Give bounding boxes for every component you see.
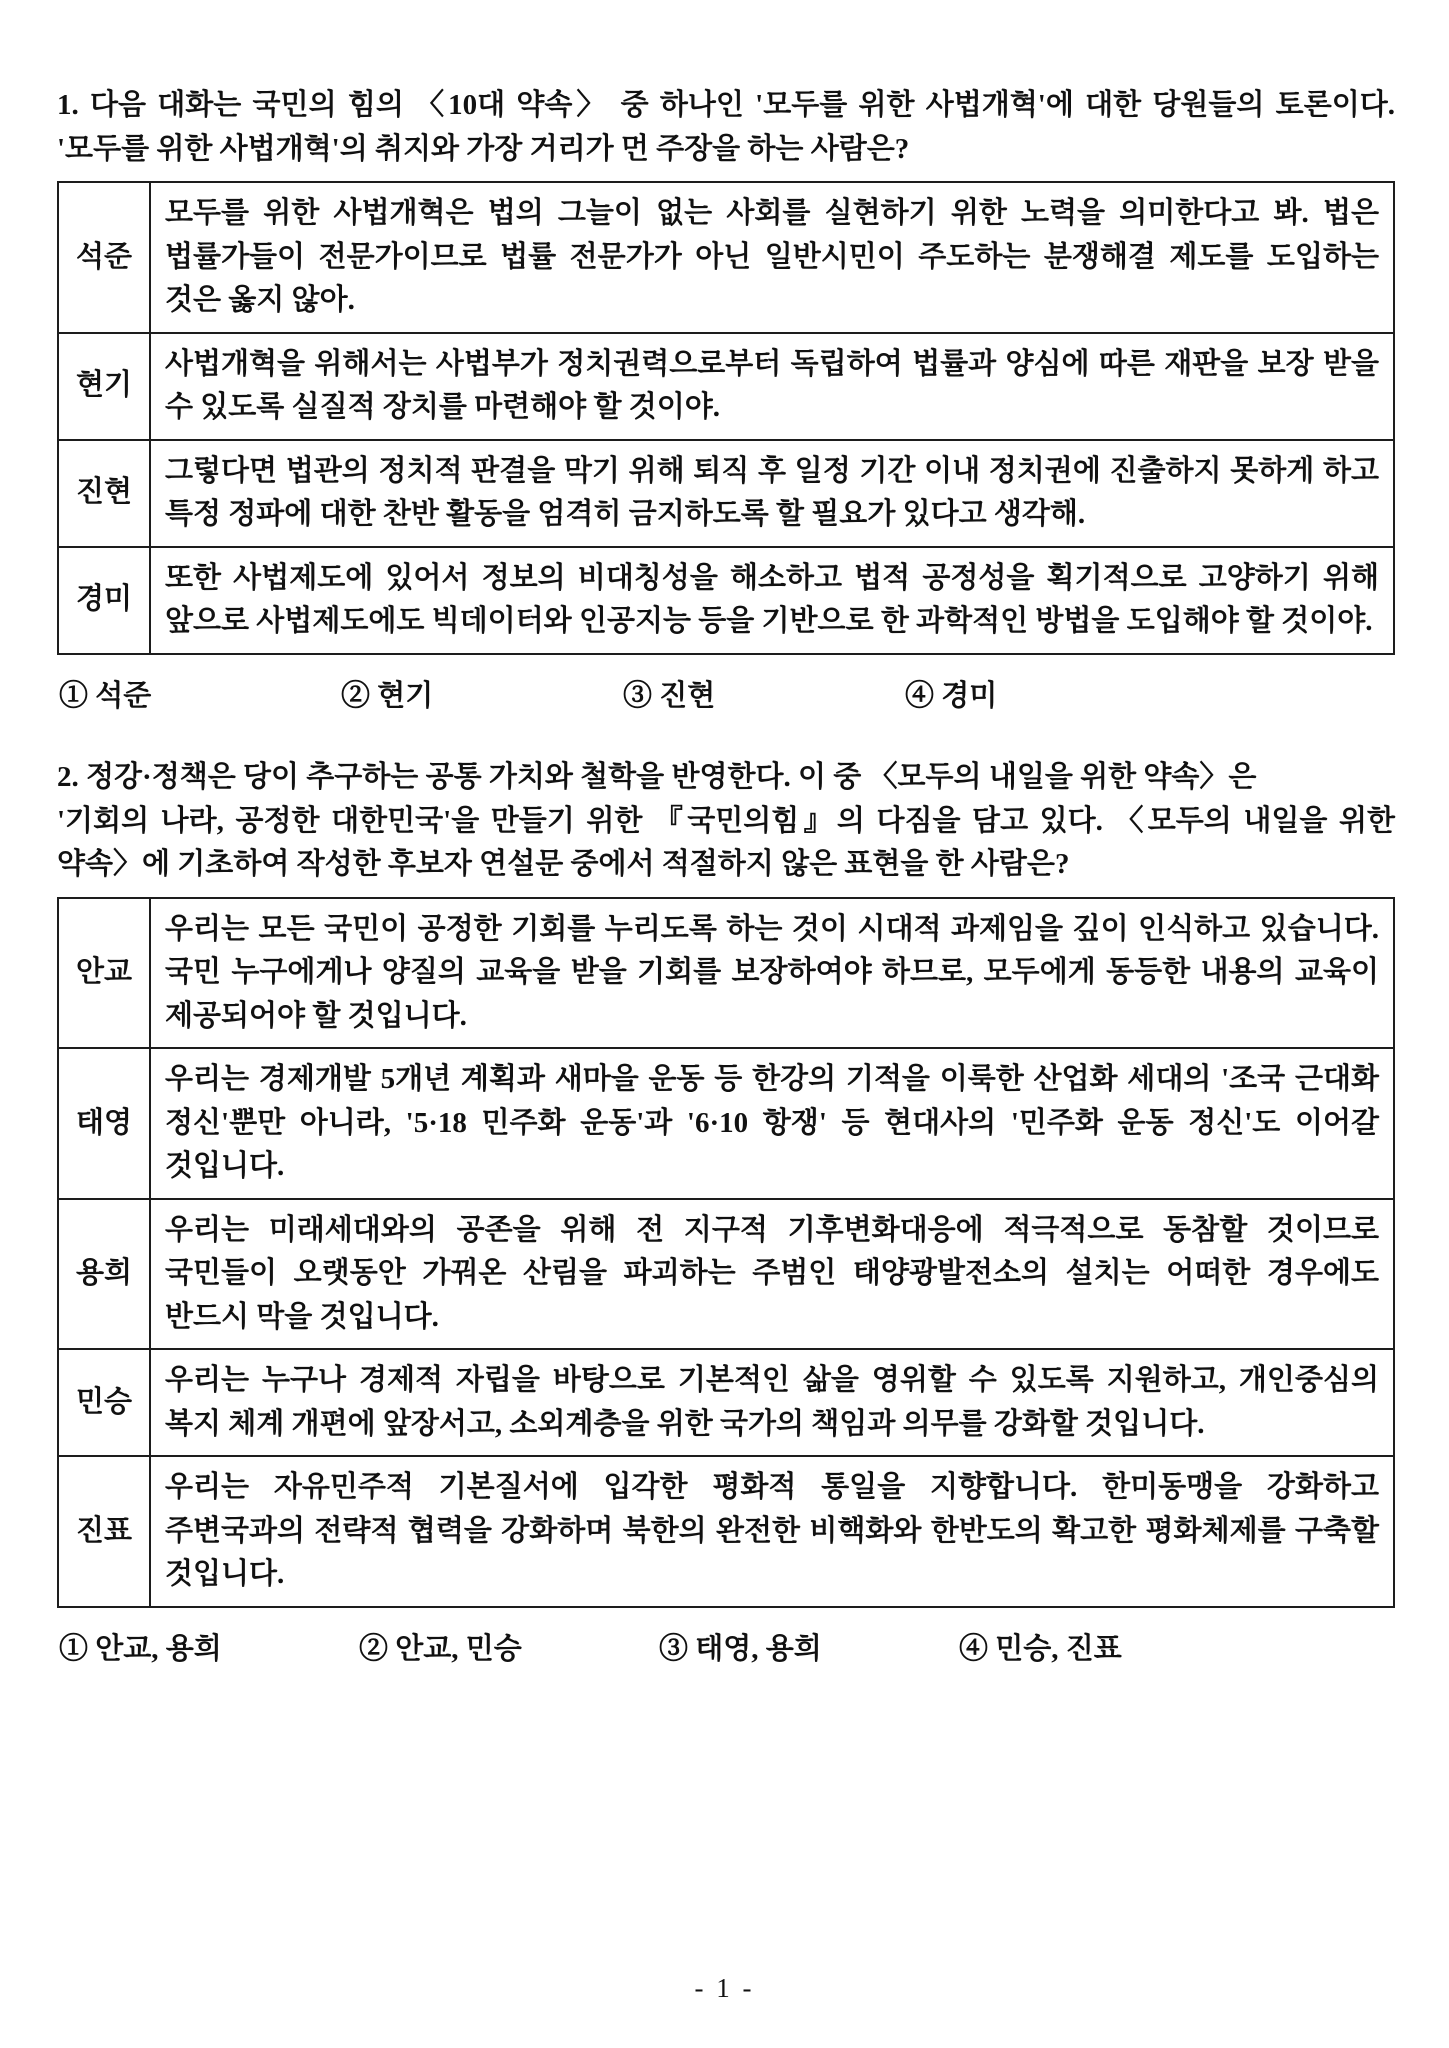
choice-option-3: ③ 진현 — [623, 679, 716, 712]
statement-cell: 또한 사법제도에 있어서 정보의 비대칭성을 해소하고 법적 공정성을 획기적으로 고양하기 위해 앞으로 사법제도에도 빅데이터와 인공지능 등을 기반으로 한 과학적인 방법을 도입해야 할 것이야. — [150, 547, 1394, 654]
stem-line: '기회의 나라, 공정한 대한민국'을 만들기 위한 『국민의힘』의 다짐을 담고 있다. 〈모두의 내일을 위한 — [57, 804, 1395, 837]
table-row — [58, 1048, 1394, 1199]
choice-option-1: ① 안교, 용희 — [59, 1632, 222, 1665]
statement-cell: 우리는 누구나 경제적 자립을 바탕으로 기본적인 삶을 영위할 수 있도록 지원하고, 개인중심의 복지 체계 개편에 앞장서고, 소외계층을 위한 국가의 책임과 의무를 강화할 것입니다. — [150, 1349, 1394, 1456]
question-2-stem — [57, 756, 1395, 887]
choice-option-2: ② 안교, 민승 — [359, 1632, 522, 1665]
table-row — [58, 440, 1394, 547]
statement-cell: 우리는 미래세대와의 공존을 위해 전 지구적 기후변화대응에 적극적으로 동참할 것이므로 국민들이 오랫동안 가꿔온 산림을 파괴하는 주범인 태양광발전소의 설치는 어떠한 경우에도 반드시 막을 것입니다. — [150, 1199, 1394, 1350]
question-1-table — [57, 181, 1395, 655]
table-row — [58, 182, 1394, 333]
question-2 — [57, 756, 1395, 1671]
speaker-name-cell: 진표 — [58, 1456, 150, 1607]
statement-cell: 우리는 모든 국민이 공정한 기회를 누리도록 하는 것이 시대적 과제임을 깊이 인식하고 있습니다. 국민 누구에게나 양질의 교육을 받을 기회를 보장하여야 하므로, 모두에게 동등한 내용의 교육이 제공되어야 할 것입니다. — [150, 898, 1394, 1049]
table-row — [58, 1456, 1394, 1607]
question-2-choices — [57, 1628, 1395, 1672]
choice-option-3: ③ 태영, 용희 — [659, 1632, 822, 1665]
choice-option-4: ④ 경미 — [905, 679, 998, 712]
speaker-name-cell: 태영 — [58, 1048, 150, 1199]
question-2-table — [57, 897, 1395, 1608]
stem-line: '모두를 위한 사법개혁'의 취지와 가장 거리가 먼 주장을 하는 사람은? — [57, 132, 910, 165]
stem-line: 2. 정강·정책은 당이 추구하는 공통 가치와 철학을 반영한다. 이 중 〈모두의 내일을 위한 약속〉은 — [57, 761, 1257, 793]
statement-cell: 사법개혁을 위해서는 사법부가 정치권력으로부터 독립하여 법률과 양심에 따른 재판을 보장 받을 수 있도록 실질적 장치를 마련해야 할 것이야. — [150, 333, 1394, 440]
speaker-name-cell: 용희 — [58, 1199, 150, 1350]
speaker-name-cell: 진현 — [58, 440, 150, 547]
speaker-name-cell: 석준 — [58, 182, 150, 333]
question-1-stem — [57, 84, 1395, 171]
statement-cell: 모두를 위한 사법개혁은 법의 그늘이 없는 사회를 실현하기 위한 노력을 의미한다고 봐. 법은 법률가들이 전문가이므로 법률 전문가가 아닌 일반시민이 주도하는 분쟁해결 제도를 도입하는 것은 옳지 않아. — [150, 182, 1394, 333]
table-row — [58, 333, 1394, 440]
statement-cell: 우리는 자유민주적 기본질서에 입각한 평화적 통일을 지향합니다. 한미동맹을 강화하고 주변국과의 전략적 협력을 강화하며 북한의 완전한 비핵화와 한반도의 확고한 평화체제를 구축할 것입니다. — [150, 1456, 1394, 1607]
table-row — [58, 1349, 1394, 1456]
choice-option-2: ② 현기 — [341, 679, 434, 712]
speaker-name-cell: 안교 — [58, 898, 150, 1049]
statement-cell: 우리는 경제개발 5개년 계획과 새마을 운동 등 한강의 기적을 이룩한 산업화 세대의 '조국 근대화 정신'뿐만 아니라, '5·18 민주화 운동'과 '6·10 항쟁' 등 현대사의 '민주화 운동 정신'도 이어갈 것입니다. — [150, 1048, 1394, 1199]
speaker-name-cell: 민승 — [58, 1349, 150, 1456]
speaker-name-cell: 현기 — [58, 333, 150, 440]
table-row — [58, 547, 1394, 654]
table-row — [58, 1199, 1394, 1350]
speaker-name-cell: 경미 — [58, 547, 150, 654]
stem-line: 약속〉에 기초하여 작성한 후보자 연설문 중에서 적절하지 않은 표현을 한 사람은? — [57, 848, 1070, 880]
question-1-choices — [57, 675, 1395, 719]
choice-option-4: ④ 민승, 진표 — [959, 1632, 1122, 1665]
page-footer: - 1 - — [694, 1972, 755, 2003]
question-1 — [57, 84, 1395, 718]
table-row — [58, 898, 1394, 1049]
choice-option-1: ① 석준 — [59, 679, 152, 712]
stem-line: 1. 다음 대화는 국민의 힘의 〈10대 약속〉 중 하나인 '모두를 위한 사법개혁'에 대한 당원들의 토론이다. — [57, 89, 1395, 121]
statement-cell: 그렇다면 법관의 정치적 판결을 막기 위해 퇴직 후 일정 기간 이내 정치권에 진출하지 못하게 하고 특정 정파에 대한 찬반 활동을 엄격히 금지하도록 할 필요가 있다고 생각해. — [150, 440, 1394, 547]
